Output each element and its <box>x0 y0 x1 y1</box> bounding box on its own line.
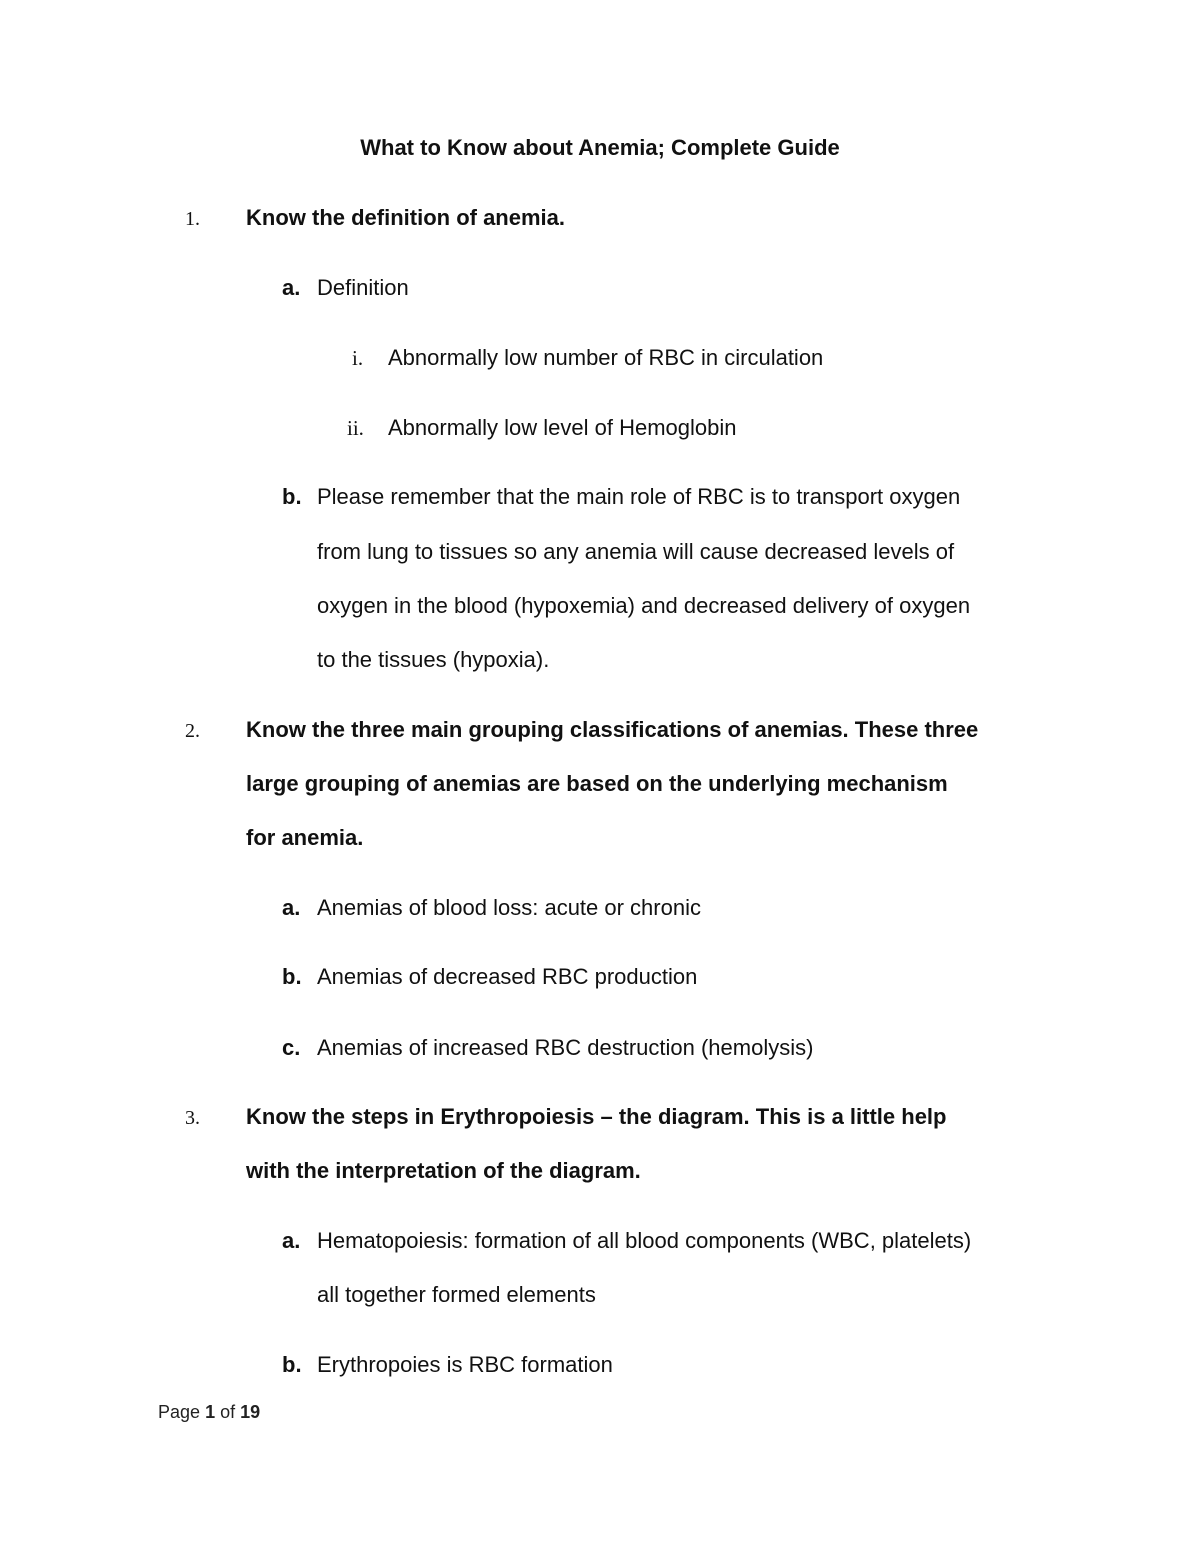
section-heading-line: large grouping of anemias are based on the underlying mechanism <box>246 771 948 796</box>
item-text-line: Hematopoiesis: formation of all blood components (WBC, platelets) <box>317 1228 972 1253</box>
item-marker: b. <box>282 1352 302 1377</box>
section-heading-line: with the interpretation of the diagram. <box>246 1158 641 1183</box>
footer-current-page: 1 <box>205 1402 216 1422</box>
item-text-line: from lung to tissues so any anemia will cause decreased levels of <box>317 539 955 564</box>
footer-total-pages: 19 <box>240 1402 261 1422</box>
page-footer <box>158 1400 260 1424</box>
item-marker: a. <box>282 275 301 300</box>
item-marker: a. <box>282 895 301 920</box>
item-marker: c. <box>282 1035 301 1060</box>
page-title: What to Know about Anemia; Complete Guide <box>360 135 840 160</box>
item-text-line: Anemias of blood loss: acute or chronic <box>317 895 701 920</box>
footer-of-word: of <box>220 1402 236 1422</box>
section-heading-line: for anemia. <box>246 825 364 850</box>
section-heading-line: Know the three main grouping classifications of anemias. These three <box>246 717 979 742</box>
section-heading-line: Know the steps in Erythropoiesis – the diagram. This is a little help <box>246 1104 947 1129</box>
item-text-line: to the tissues (hypoxia). <box>317 647 550 672</box>
item-text-line: Please remember that the main role of RBC is to transport oxygen <box>317 484 961 509</box>
section-number: 2. <box>185 720 200 742</box>
item-marker: a. <box>282 1228 301 1253</box>
footer-page-word: Page <box>158 1402 201 1422</box>
item-marker: b. <box>282 484 302 509</box>
section-number: 1. <box>185 208 200 230</box>
item-text-line: oxygen in the blood (hypoxemia) and decreased delivery of oxygen <box>317 593 971 618</box>
item-text-line: Erythropoies is RBC formation <box>317 1352 613 1377</box>
subitem-text: Abnormally low level of Hemoglobin <box>388 415 737 440</box>
subitem-marker: ii. <box>347 416 364 440</box>
subitem-marker: i. <box>352 346 364 370</box>
item-text-line: Anemias of increased RBC destruction (hemolysis) <box>317 1035 814 1060</box>
item-text-line: all together formed elements <box>317 1282 596 1307</box>
subitem-text: Abnormally low number of RBC in circulation <box>388 345 824 370</box>
section-number: 3. <box>185 1107 200 1129</box>
section-heading-line: Know the definition of anemia. <box>246 205 565 230</box>
item-marker: b. <box>282 964 302 989</box>
item-text-line: Definition <box>317 275 409 300</box>
item-text-line: Anemias of decreased RBC production <box>317 964 698 989</box>
